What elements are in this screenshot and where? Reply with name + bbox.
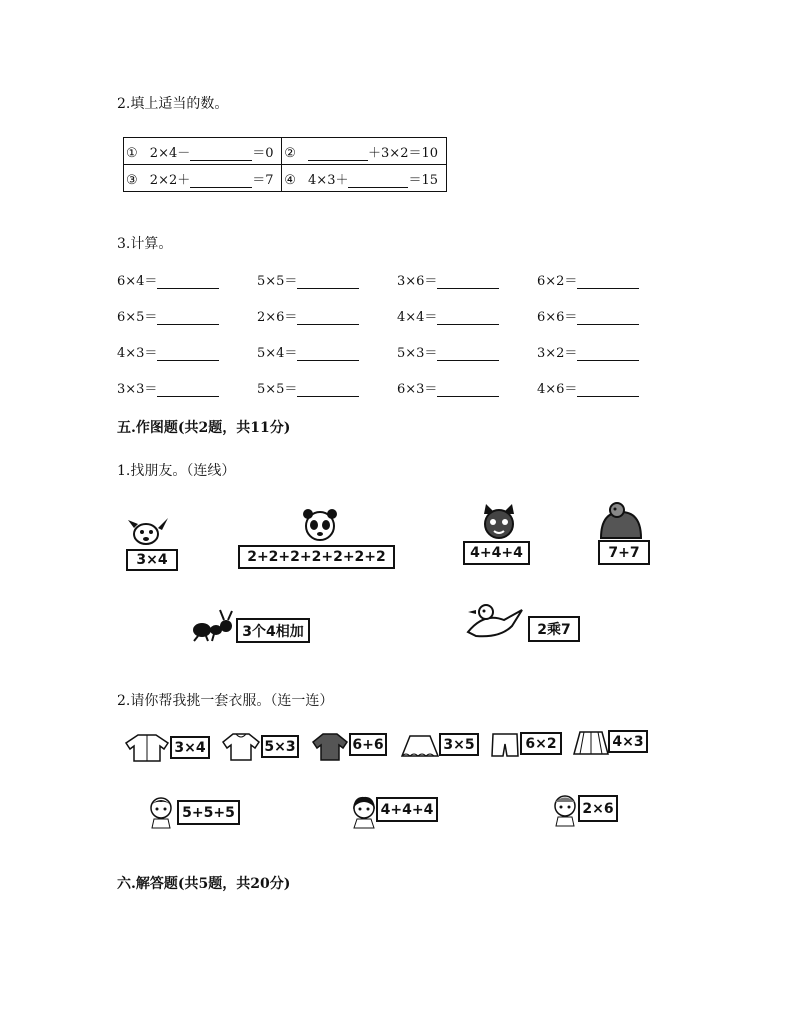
- calc-item: [537, 306, 639, 325]
- cell-number: ①: [126, 145, 138, 161]
- answer-blank[interactable]: [297, 382, 359, 397]
- calc-item: [257, 378, 359, 397]
- jacket-icon: [124, 733, 170, 763]
- calc-item: [117, 270, 219, 289]
- answer-blank[interactable]: [577, 274, 639, 289]
- calc-item: [397, 270, 499, 289]
- match-box-sum-of-2s[interactable]: 2+2+2+2+2+2+2: [238, 545, 395, 569]
- answer-blank[interactable]: [577, 346, 639, 361]
- calc-expression: 5×3＝: [397, 346, 438, 361]
- clothes-box-3[interactable]: 6+6: [349, 733, 387, 756]
- fill-cell-4: [282, 165, 447, 192]
- calc-item: [397, 306, 499, 325]
- turtle-icon: [597, 500, 643, 540]
- answer-blank[interactable]: [190, 146, 252, 161]
- calc-expression: 5×5＝: [257, 274, 298, 289]
- cell-number: ④: [284, 172, 296, 188]
- match-box-4-4-4[interactable]: 4+4+4: [463, 541, 530, 565]
- dog-icon: [124, 516, 176, 550]
- answer-blank[interactable]: [308, 146, 368, 161]
- kid-box-3[interactable]: 2×6: [578, 795, 618, 822]
- cell-result: ＝15: [408, 172, 439, 188]
- answer-blank[interactable]: [437, 274, 499, 289]
- calc-expression: 6×3＝: [397, 382, 438, 397]
- match-box-2-times-7[interactable]: 2乘7: [528, 616, 580, 642]
- answer-blank[interactable]: [437, 346, 499, 361]
- calc-expression: 3×2＝: [537, 346, 578, 361]
- answer-blank[interactable]: [297, 274, 359, 289]
- panda-icon: [298, 508, 342, 544]
- cell-expression: 4×3＋: [308, 172, 349, 188]
- cell-result: ＝7: [252, 172, 274, 188]
- pleated-skirt-icon: [572, 730, 610, 756]
- fill-cell-2: [282, 138, 447, 165]
- match-box-3x4[interactable]: 3×4: [126, 549, 178, 571]
- fill-in-table: [123, 137, 447, 192]
- calc-expression: 6×6＝: [537, 310, 578, 325]
- cat-icon: [478, 502, 520, 542]
- q3-title: 3.计算。: [117, 236, 173, 252]
- answer-blank[interactable]: [157, 310, 219, 325]
- calc-item: [117, 378, 219, 397]
- kid-box-1[interactable]: 5+5+5: [177, 800, 240, 825]
- q2-title: 2.填上适当的数。: [117, 96, 229, 112]
- calc-item: [117, 342, 219, 361]
- calc-item: [257, 306, 359, 325]
- kid-box-2[interactable]: 4+4+4: [376, 797, 438, 822]
- calc-expression: 4×4＝: [397, 310, 438, 325]
- calc-expression: 6×5＝: [117, 310, 158, 325]
- clothes-box-2[interactable]: 5×3: [261, 735, 299, 758]
- clothes-box-4[interactable]: 3×5: [439, 733, 479, 756]
- calc-item: [257, 270, 359, 289]
- cell-result: ＋3×2＝10: [368, 145, 439, 161]
- fill-cell-3: [124, 165, 282, 192]
- skirt-icon: [400, 734, 440, 758]
- match-box-7-7[interactable]: 7+7: [598, 540, 650, 565]
- answer-blank[interactable]: [437, 310, 499, 325]
- calc-item: [257, 342, 359, 361]
- calc-expression: 4×3＝: [117, 346, 158, 361]
- cell-expression: 2×2＋: [149, 172, 191, 188]
- answer-blank[interactable]: [348, 173, 408, 188]
- girl-icon: [350, 795, 378, 829]
- ant-icon: [190, 608, 236, 642]
- clothes-box-6[interactable]: 4×3: [608, 730, 648, 753]
- boy-icon: [146, 795, 176, 829]
- answer-blank[interactable]: [297, 310, 359, 325]
- answer-blank[interactable]: [157, 274, 219, 289]
- calc-expression: 4×6＝: [537, 382, 578, 397]
- answer-blank[interactable]: [157, 346, 219, 361]
- section5-title: 五.作图题(共2题，共11分): [117, 420, 291, 436]
- child-icon: [551, 793, 579, 827]
- calc-item: [117, 306, 219, 325]
- calc-expression: 5×5＝: [257, 382, 298, 397]
- clothes-box-5[interactable]: 6×2: [520, 732, 562, 755]
- answer-blank[interactable]: [157, 382, 219, 397]
- cell-number: ②: [284, 145, 296, 161]
- calc-item: [397, 342, 499, 361]
- answer-blank[interactable]: [437, 382, 499, 397]
- calc-item: [397, 378, 499, 397]
- cell-result: ＝0: [252, 145, 274, 161]
- calc-item: [537, 378, 639, 397]
- bird-icon: [464, 602, 526, 640]
- sweater-icon: [221, 732, 261, 762]
- calc-item: [537, 270, 639, 289]
- calc-expression: 3×6＝: [397, 274, 438, 289]
- fill-cell-1: [124, 138, 282, 165]
- calc-expression: 6×4＝: [117, 274, 158, 289]
- calc-expression: 5×4＝: [257, 346, 298, 361]
- cell-number: ③: [126, 172, 138, 188]
- answer-blank[interactable]: [297, 346, 359, 361]
- answer-blank[interactable]: [577, 310, 639, 325]
- s5-q2-title: 2.请你帮我挑一套衣服。（连一连）: [117, 693, 334, 709]
- shorts-icon: [490, 732, 520, 758]
- clothes-box-1[interactable]: 3×4: [170, 736, 210, 759]
- shirt-icon: [311, 732, 349, 762]
- s5-q1-title: 1.找朋友。（连线）: [117, 463, 236, 479]
- calc-item: [537, 342, 639, 361]
- match-box-3-groups-of-4[interactable]: 3个4相加: [236, 618, 310, 643]
- answer-blank[interactable]: [190, 173, 252, 188]
- calc-expression: 3×3＝: [117, 382, 158, 397]
- calc-expression: 2×6＝: [257, 310, 298, 325]
- answer-blank[interactable]: [577, 382, 639, 397]
- calc-expression: 6×2＝: [537, 274, 578, 289]
- section6-title: 六.解答题(共5题，共20分): [117, 876, 291, 892]
- cell-expression: 2×4－: [149, 145, 191, 161]
